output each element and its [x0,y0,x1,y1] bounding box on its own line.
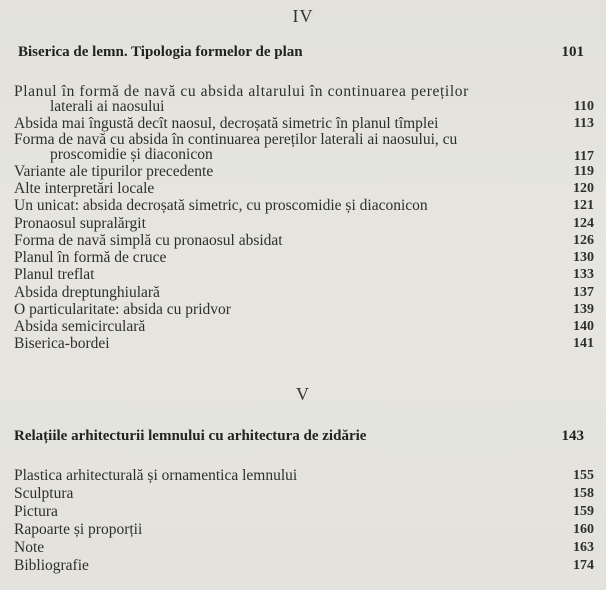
entry-text: Plastica arhitecturală și ornamentica lemnului [14,467,298,484]
toc-entry [14,302,596,317]
entry-text-continued: laterali ai naosului [50,98,165,115]
toc-entry [14,336,596,351]
toc-entry [14,198,596,213]
entry-text: Pictura [14,503,58,520]
page-number: 140 [573,319,594,334]
entry-text-continued: proscomidie și diaconicon [50,146,213,163]
entry-text: Planul treflat [14,266,95,283]
page-number: 126 [573,233,594,248]
toc-entry [14,285,596,300]
page-number: 124 [573,216,594,231]
entry-text: Forma de navă cu absida în continuarea pereților laterali ai naosului, cu [14,131,458,148]
entry-text: Alte interpretări locale [14,180,155,197]
toc-entry [14,522,596,537]
page-number: 137 [573,285,594,300]
entry-text: Bibliografie [14,557,89,574]
entry-text: Absida dreptunghiulară [14,284,160,301]
section-numeral: IV [292,6,314,26]
page-number: 160 [573,522,594,537]
page-number: 158 [573,486,594,501]
entry-text: Un unicat: absida decroșată simetric, cu proscomidie și diaconicon [14,197,428,214]
toc-entry [14,181,596,196]
entry-text: Absida semicirculară [14,318,146,335]
entry-text: Planul în formă de cruce [14,249,167,266]
entry-text: Note [14,539,45,556]
section-title: Biserica de lemn. Tipologia formelor de plan [18,44,303,60]
entry-text: Forma de navă simplă cu pronaosul absidat [14,232,283,249]
entry-text: Variante ale tipurilor precedente [14,163,214,180]
page-number: 133 [573,267,594,282]
section-title: Relațiile arhitecturii lemnului cu arhitectura de zidărie [14,428,367,444]
page-number: 159 [573,504,594,519]
page-number: 163 [573,540,594,555]
toc-entry [14,540,596,555]
toc-entry [14,233,596,248]
page-number: 119 [573,164,594,179]
toc-entry [14,504,596,519]
toc-entry [14,216,596,231]
page-number: 113 [573,116,594,131]
entry-text: Pronaosul supralărgit [14,215,146,232]
page-number: 121 [573,198,594,213]
page-number: 141 [573,336,594,351]
section-heading [18,44,592,61]
page-number: 130 [573,250,594,265]
page-number: 117 [573,149,594,164]
entry-text: Rapoarte și proporții [14,521,143,538]
entry-text: O particularitate: absida cu pridvor [14,301,231,318]
toc-entry [14,558,596,573]
toc-entry [14,132,596,162]
page-number: 120 [573,181,594,196]
section-numeral: V [296,384,310,404]
page-number: 139 [573,302,594,317]
toc-entry [14,164,596,179]
page-number: 155 [573,468,594,483]
toc-entry [14,486,596,501]
toc-entry [14,267,596,282]
page-number: 143 [561,428,584,444]
toc-entry [14,250,596,265]
toc-entry [14,84,596,114]
page-number: 110 [573,99,594,114]
page-number: 174 [573,558,594,573]
entry-text: Planul în formă de navă cu absida altarului în continuarea pereților [14,83,469,100]
page-number: 101 [561,44,584,60]
entry-text: Sculptura [14,485,74,502]
toc-entry [14,468,596,483]
toc-entry [14,116,596,131]
entry-text: Absida mai îngustă decît naosul, decroșată simetric în planul tîmplei [14,115,439,132]
entry-text: Biserica-bordei [14,335,110,352]
toc-entry [14,319,596,334]
section-heading [14,428,592,445]
